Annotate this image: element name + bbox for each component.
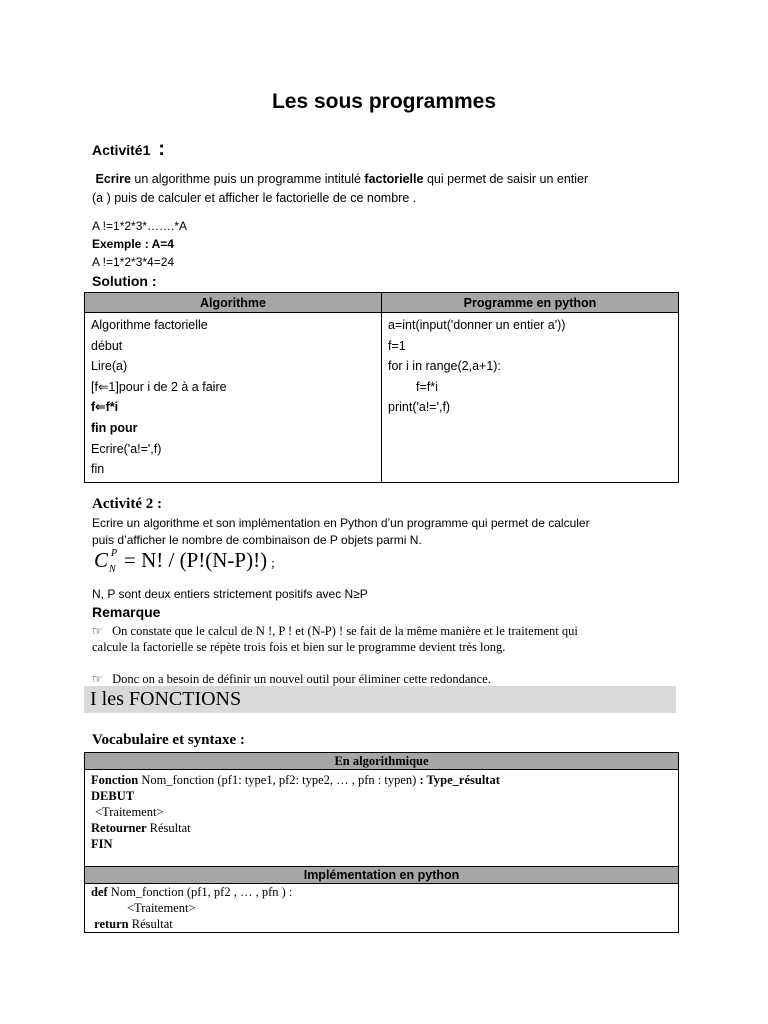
vocab-label: Vocabulaire et syntaxe : [92, 732, 245, 748]
constraint-text: N, P sont deux entiers strictement positifs avec N≥P [92, 587, 368, 601]
algo-line: Algorithme factorielle [91, 318, 208, 332]
algo-header: En algorithmique [85, 753, 679, 770]
combination-formula: C P N = N! / (P!(N-P)!) ; [94, 548, 275, 575]
pointing-hand-icon: ☞ [92, 624, 103, 638]
remark-2: ☞ Donc on a besoin de définir un nouvel outil pour éliminer cette redondance. [92, 672, 491, 686]
algo-line: [f⇐1]pour i de 2 à a faire [91, 379, 227, 394]
python-line: f=1 [388, 338, 406, 353]
python-line: for i in range(2,a+1): [388, 359, 501, 374]
algo-line: Lire(a) [91, 359, 128, 374]
remark-1: ☞ On constate que le calcul de N !, P ! et (N-P) ! se fait de la même manière et le traitement qui calcule la factorielle se répète trois fois et bien sur le programme devient très long. [92, 624, 578, 654]
activite1-statement: Ecrire un algorithme puis un programme intitulé factorielle qui permet de saisir un entier (a ) puis de calculer et afficher le factorielle de ce nombre . [92, 172, 589, 205]
algo-line: fin [91, 462, 105, 477]
algo-line: début [91, 338, 123, 353]
example-result: A !=1*2*3*4=24 [92, 255, 175, 269]
algo-line: fin pour [91, 420, 138, 435]
python-syntax-cell: def Nom_fonction (pf1, pf2 , … , pfn ) : <Traitement> return Résultat [85, 884, 679, 933]
algorithm-cell [85, 313, 382, 483]
python-line: f=f*i [416, 379, 438, 394]
python-cell [382, 313, 679, 483]
example-label: Exemple : A=4 [92, 237, 174, 251]
algo-line: Ecrire('a!=',f) [91, 441, 162, 456]
factorial-formula: A !=1*2*3*…….*A [92, 219, 188, 233]
page-title: Les sous programmes [271, 90, 497, 113]
activite2-heading: Activité 2 : [92, 496, 162, 512]
activite2-statement: Ecrire un algorithme et son implémentation en Python d’un programme qui permet de calculer puis d’afficher le nombre de combinaison de P objets parmi N. [92, 516, 590, 547]
remarque-label: Remarque [92, 604, 161, 620]
algo-syntax-cell: Fonction Nom_fonction (pf1: type1, pf2: type2, … , pfn : typen) : Type_résultat DEBUT <Traitement> Retourner Résultat FIN [85, 770, 679, 867]
col-header-algorithme: Algorithme [85, 293, 382, 313]
python-line: a=int(input('donner un entier a')) [388, 318, 566, 332]
pointing-hand-icon: ☞ [92, 672, 103, 686]
solution-label: Solution : [92, 273, 157, 289]
activite1-heading: Activité1 : [92, 138, 165, 160]
syntax-table [84, 752, 679, 933]
python-header: Implémentation en python [85, 867, 679, 884]
solution-table [84, 292, 679, 483]
col-header-python: Programme en python [382, 293, 679, 313]
python-line: print('a!=',f) [388, 400, 451, 415]
algo-line: f⇐f*i [91, 400, 119, 415]
section-fonctions-title: I les FONCTIONS [84, 686, 676, 713]
